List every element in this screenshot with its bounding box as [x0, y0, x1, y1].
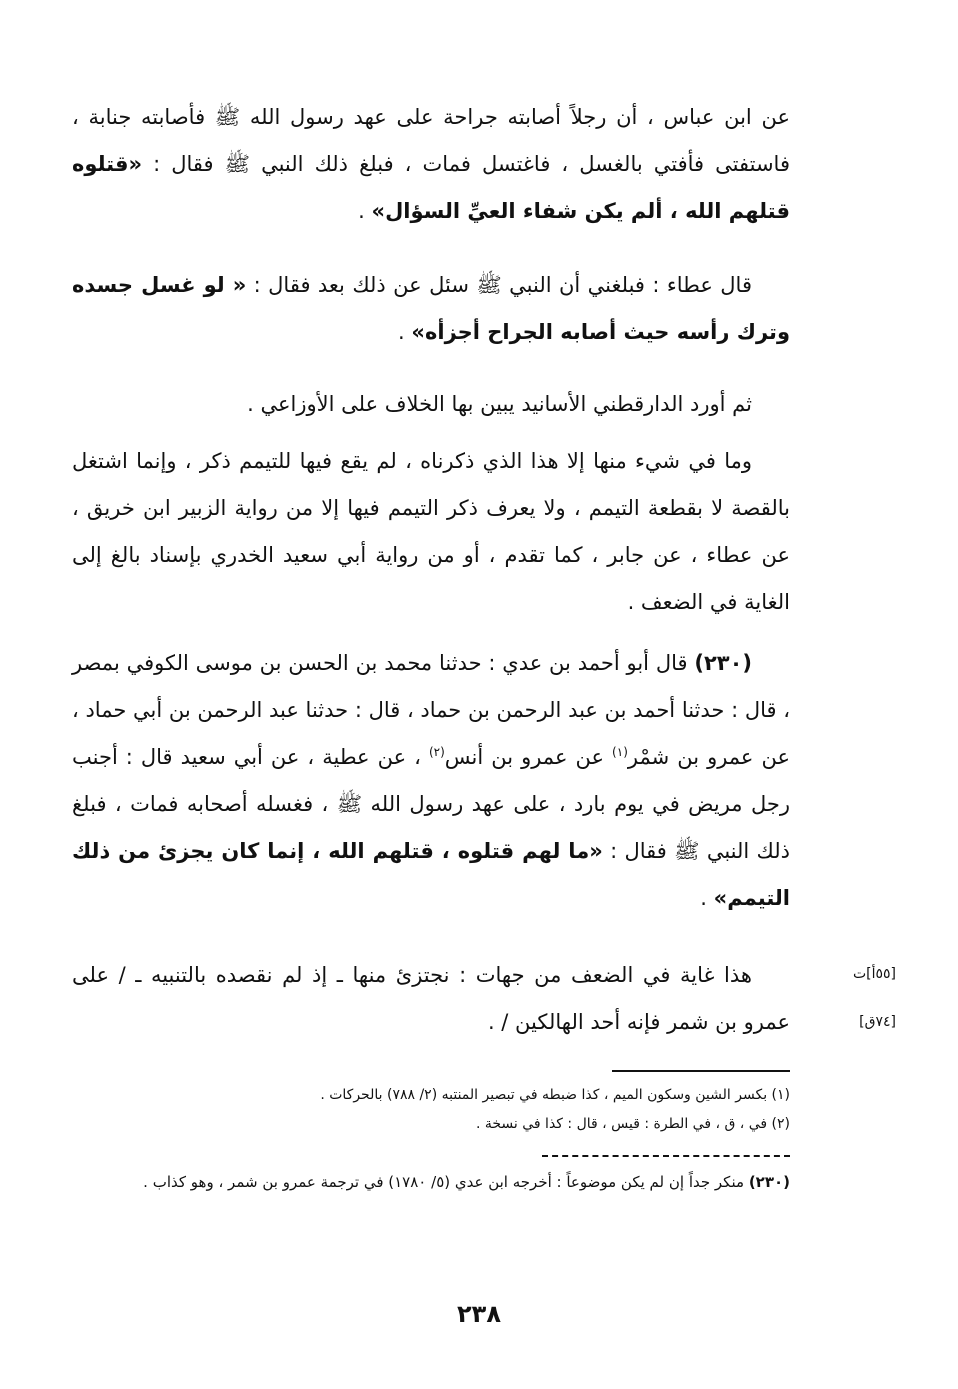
paragraph-daraqutni: ثم أورد الدارقطني الأسانيد يبين بها الخلاف على الأوزاعي . [247, 392, 752, 416]
main-text [72, 94, 790, 235]
paragraph-weakness: هذا غاية في الضعف من جهات : نجتزئ منها ـ إذ لم نقصده بالتنبيه ـ / على عمرو بن شمر فإنه أحد الهالكين / . [72, 963, 790, 1034]
page-number: ٢٣٨ [457, 1300, 501, 1328]
main-text-5 [72, 640, 790, 922]
takhrij-section [72, 1166, 790, 1199]
margin-note-manuscript-q: [٧٤ق] [859, 1014, 896, 1030]
footnote-1: (١) بكسر الشين وسكون الميم ، كذا ضبطه في تبصير المنتبه (٢/ ٧٨٨) بالحركات . [320, 1087, 790, 1103]
footnotes-section [72, 1081, 790, 1139]
paragraph-text: عن عمرو بن أنس [444, 745, 613, 769]
hadith-quote: «ما لهم قتلوه ، قتلهم الله ، إنما كان يجزئ من ذلك التيمم» [72, 839, 790, 910]
main-text-2 [72, 262, 790, 356]
paragraph-hadith-230 [72, 640, 790, 922]
paragraph-text: عن ابن عباس ، أن رجلاً أصابته جراحة على عهد رسول الله ﷺ فأصابته جنابة ، فاستفتى فأفتي بالغسل ، فاغتسل فمات ، فبلغ ذلك النبي ﷺ فقال : [72, 105, 790, 176]
takhrij-note [72, 1166, 790, 1199]
footnote-2: (٢) في ، ق ، في الطرة : قيس ، قال : كذا في نسخة . [475, 1116, 790, 1132]
paragraph-ataa [72, 262, 790, 356]
paragraph-end: . [398, 320, 412, 344]
main-text-4 [72, 438, 790, 626]
footnote-separator [612, 1070, 790, 1072]
main-text-6 [72, 952, 790, 1046]
takhrij-text: منكر جداً إن لم يكن موضوعاً : أخرجه ابن عدي (٥/ ١٧٨٠) في ترجمة عمرو بن شمر ، وهو كذاب . [143, 1173, 749, 1191]
paragraph-text: قال عطاء : فبلغني أن النبي ﷺ سئل عن ذلك بعد فقال : [246, 273, 752, 297]
hadith-number: (٢٣٠) [694, 651, 752, 675]
margin-note-manuscript-t: [٥٥أ]ت [852, 966, 896, 982]
footnote-ref-2[interactable]: (٢) [428, 745, 445, 759]
takhrij-separator [542, 1155, 790, 1157]
paragraph-text: قال أبو أحمد بن عدي : حدثنا محمد بن الحسن بن موسى الكوفي بمصر ، قال : حدثنا أحمد بن عبد الرحمن بن حماد ، قال : حدثنا عبد الرحمن بن أبي حماد ، عن عمرو بن شمْر [72, 651, 790, 769]
footnote-ref-1[interactable]: (١) [612, 745, 628, 759]
paragraph-ibn-abbas [72, 94, 790, 235]
paragraph-end: . [700, 886, 714, 910]
main-text-3 [72, 381, 790, 428]
paragraph-commentary: وما في شيء منها إلا هذا الذي ذكرناه ، لم يقع فيها للتيمم ذكر ، وإنما اشتغل بالقصة لا بقطعة التيمم ، ولا يعرف ذكر التيمم فيها إلا من رواية الزبير ابن خريق ، عن عطاء ، عن جابر ، كما تقدم ، أو من رواية أبي سعيد الخدري بإسناد بالغ إلى الغاية في الضعف . [72, 449, 790, 614]
takhrij-number: (٢٣٠) [748, 1173, 790, 1191]
hadith-quote: « لو غسل جسده وترك رأسه حيث أصابه الجراح أجزأه» [72, 273, 790, 344]
paragraph-end: . [358, 199, 372, 223]
paragraph-text: ، عن عطية ، عن أبي سعيد قال : أجنب رجل مريض في يوم بارد ، على عهد رسول الله ﷺ ، فغسله أصحابه فمات ، فبلغ ذلك النبي ﷺ فقال : [72, 745, 790, 863]
hadith-quote: «قتلوه قتلهم الله ، ألم يكن شفاء العيِّ السؤال» [72, 152, 790, 223]
